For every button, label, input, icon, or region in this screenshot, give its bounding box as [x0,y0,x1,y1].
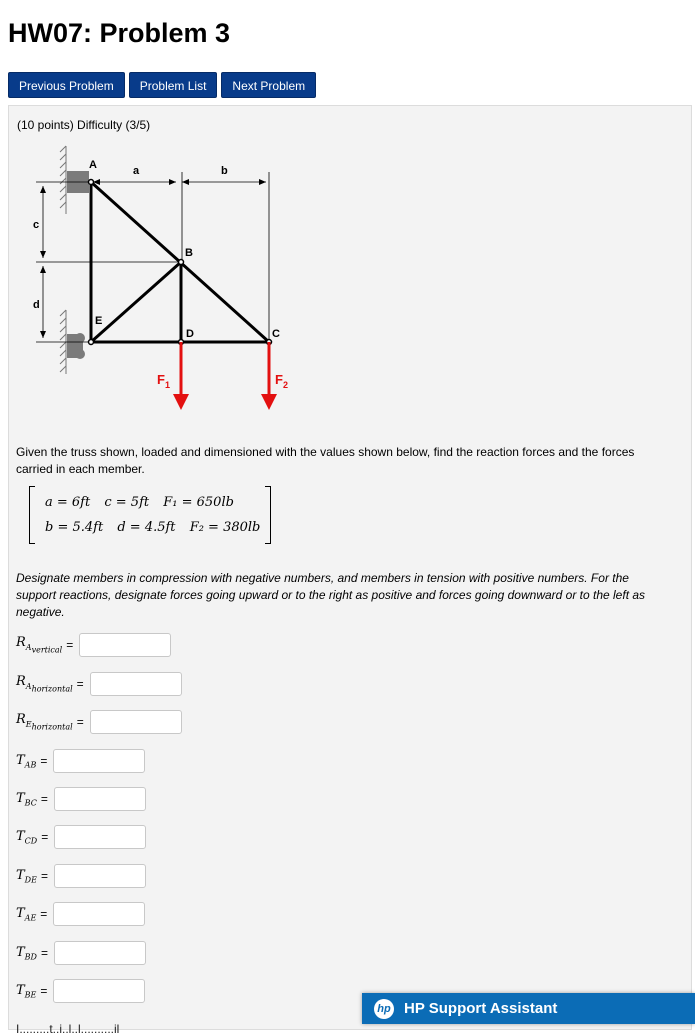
re-horizontal-input[interactable] [90,710,182,734]
t-cd-label: $T_{CD}$ [16,828,38,846]
value-f2: F₂ = 380lb [189,520,261,535]
ra-vertical-input[interactable] [79,633,171,657]
t-bd-label: $T_{BD}$ [16,944,37,962]
given-values-matrix [29,486,271,544]
t-ae-row: $T_{AE}$ = [16,902,145,926]
joint-d-label: D [186,328,194,340]
t-be-input[interactable] [53,979,145,1003]
t-ae-input[interactable] [53,902,145,926]
truss-diagram [31,144,291,429]
page-title: HW07: Problem 3 [8,18,231,48]
problem-statement: Given the truss shown, loaded and dimensioned with the values shown below, find the reaction forces and the forces carried in each member. [16,445,635,476]
previous-problem-button[interactable]: Previous Problem [8,72,125,98]
t-ab-row: $T_{AB}$ = [16,749,145,773]
matrix-row-2 [45,520,270,535]
t-bc-input[interactable] [54,787,146,811]
t-bd-row: $T_{BD}$ = [16,941,146,965]
problem-meta: (10 points) Difficulty (3/5) [17,118,151,132]
f1-label: F [157,372,165,387]
value-f1: F₁ = 650lb [163,495,234,510]
ra-horizontal-row: $R_{A_{horizontal}}$ = [16,672,182,696]
hp-support-assistant-label: HP Support Assistant [404,1000,558,1017]
joint-b-label: B [185,247,193,259]
re-horizontal-row: $R_{E_{horizontal}}$ = [16,710,182,734]
ra-horizontal-label: $R_{A_{horizontal}}$ [16,674,73,694]
dimension-arrows [40,179,266,338]
t-de-label: $T_{DE}$ [16,867,37,885]
f2-sub: 2 [282,380,288,390]
t-ae-label: $T_{AE}$ [16,905,37,923]
t-cd-row: $T_{CD}$ = [16,825,146,849]
t-cd-input[interactable] [54,825,146,849]
dim-d-label: d [33,299,40,311]
t-de-row: $T_{DE}$ = [16,864,146,888]
matrix-left-bracket [29,486,35,544]
value-d: d = 4.5ft [117,520,176,535]
joint-c-label: C [272,328,280,340]
ra-horizontal-input[interactable] [90,672,182,696]
t-be-row: $T_{BE}$ = [16,979,145,1003]
wall-hatch-top [60,146,66,214]
hp-support-assistant-toast[interactable] [362,993,695,1024]
problem-panel [8,105,692,1036]
svg-text:F2 [275,372,288,390]
joint-a-label: A [89,159,97,171]
t-bc-row: $T_{BC}$ = [16,787,146,811]
t-bd-input[interactable] [54,941,146,965]
cut-off-text: I.........t..i..l..l..........il [16,1022,120,1036]
value-b: b = 5.4ft [45,520,104,535]
f1-sub: 1 [164,380,170,390]
t-de-input[interactable] [54,864,146,888]
matrix-right-bracket [265,486,271,544]
dimension-lines [36,172,269,349]
matrix-row-1 [45,495,244,510]
svg-text:F1 [157,372,170,390]
dim-b-label: b [221,165,228,177]
value-a: a = 6ft [45,495,91,510]
ra-vertical-row: $R_{A_{vertical}}$ = [16,633,171,657]
next-problem-button[interactable]: Next Problem [221,72,316,98]
force-f1-arrow [173,342,189,410]
f2-label: F [275,372,283,387]
dim-a-label: a [133,165,140,177]
sign-convention-instructions: Designate members in compression with negative numbers, and members in tension with positive numbers. For the support reactions, designate forces going upward or to the right as positive and forces going downward or to the left as negative. [16,571,646,619]
t-bc-label: $T_{BC}$ [16,790,37,808]
t-ab-input[interactable] [53,749,145,773]
t-ab-label: $T_{AB}$ [16,752,37,770]
problem-nav [8,72,316,98]
problem-list-button[interactable]: Problem List [129,72,218,98]
dim-c-label: c [33,219,40,231]
t-be-label: $T_{BE}$ [16,982,37,1000]
joint-e-label: E [95,315,103,327]
hp-logo-icon: hp [374,999,394,1019]
re-horizontal-label: $R_{E_{horizontal}}$ [16,712,73,732]
value-c: c = 5ft [104,495,150,510]
ra-vertical-label: $R_{A_{vertical}}$ [16,635,63,655]
